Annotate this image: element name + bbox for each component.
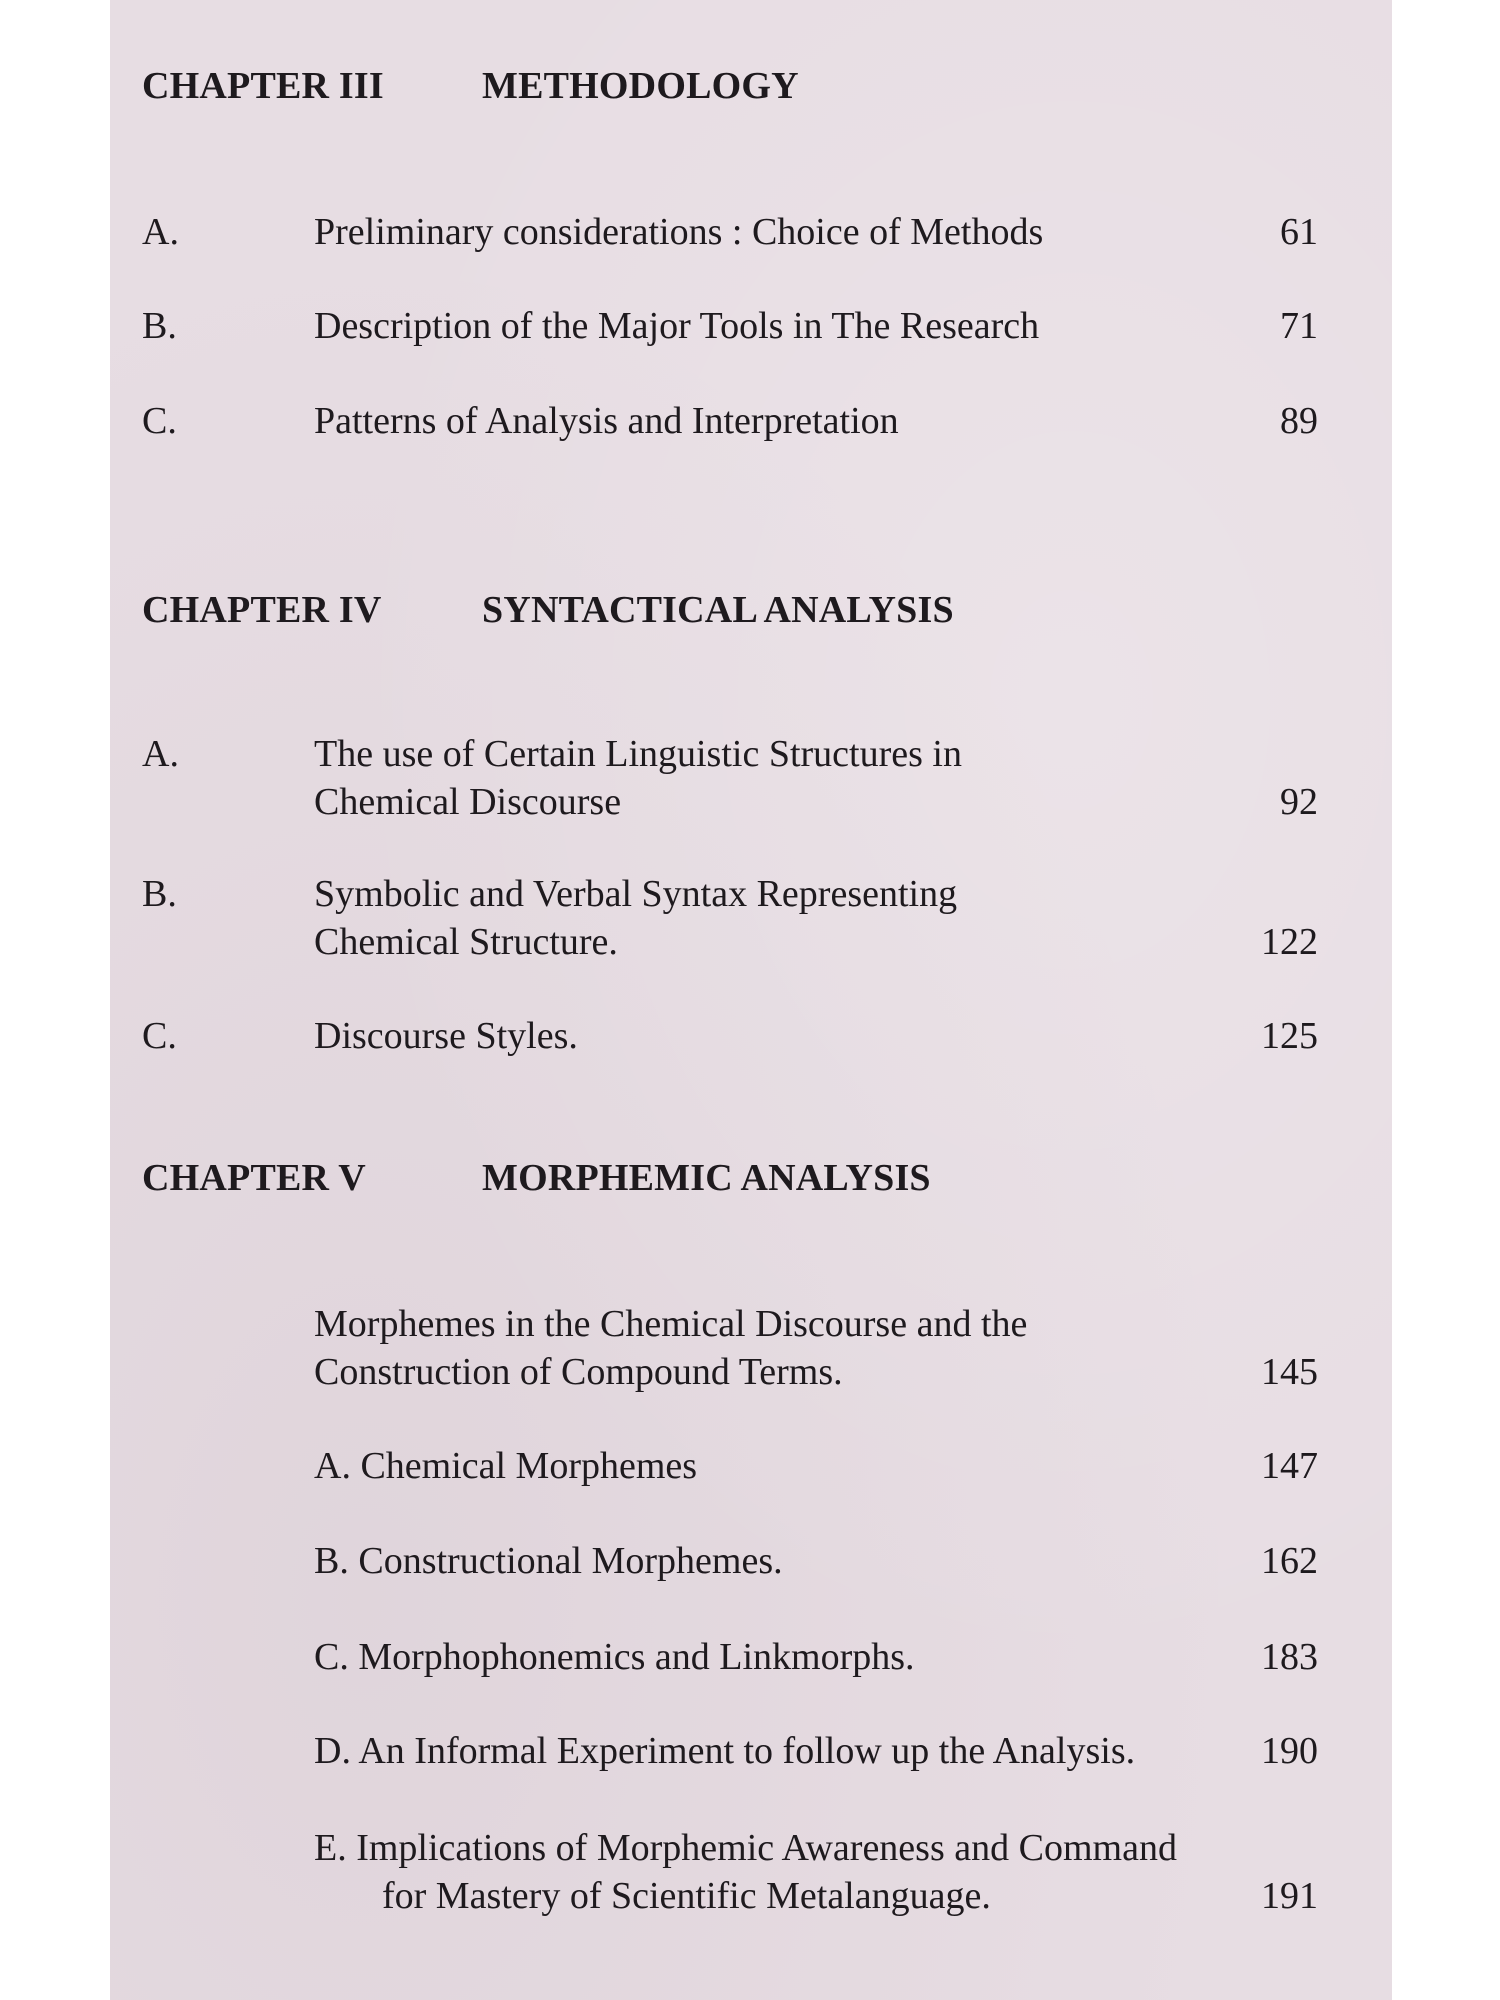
entry-page-number: 147 bbox=[1261, 1445, 1318, 1487]
entry-page-number: 89 bbox=[1280, 400, 1318, 442]
entry-page-number: 183 bbox=[1261, 1636, 1318, 1678]
chapter-number: CHAPTER IV bbox=[142, 589, 382, 631]
entry-page-number: 92 bbox=[1280, 781, 1318, 823]
chapter-number: CHAPTER V bbox=[142, 1157, 366, 1199]
entry-page-number: 190 bbox=[1261, 1730, 1318, 1772]
entry-page-number: 61 bbox=[1280, 211, 1318, 253]
entry-title-line-2: for Mastery of Scientific Metalanguage. bbox=[382, 1875, 991, 1917]
entry-title-line-1: The use of Certain Linguistic Structures in bbox=[314, 733, 962, 775]
entry-title: A. Chemical Morphemes bbox=[314, 1445, 698, 1487]
entry-title: C. Morphophonemics and Linkmorphs. bbox=[314, 1636, 915, 1678]
entry-letter: C. bbox=[142, 1015, 177, 1057]
entry-title: Patterns of Analysis and Interpretation bbox=[314, 400, 899, 442]
entry-letter: A. bbox=[142, 733, 179, 775]
toc-subentry bbox=[142, 1727, 1318, 1775]
entry-letter: B. bbox=[142, 873, 177, 915]
entry-title: D. An Informal Experiment to follow up the Analysis. bbox=[314, 1730, 1136, 1772]
toc-entry bbox=[142, 1300, 1318, 1396]
entry-title-line-2: Chemical Discourse bbox=[314, 781, 622, 823]
entry-title-line-1: Symbolic and Verbal Syntax Representing bbox=[314, 873, 958, 915]
toc-entry bbox=[142, 397, 1318, 445]
toc-entry bbox=[142, 208, 1318, 256]
chapter-number: CHAPTER III bbox=[142, 65, 384, 107]
entry-title: Preliminary considerations : Choice of Methods bbox=[314, 211, 1044, 253]
entry-page-number: 125 bbox=[1261, 1015, 1318, 1057]
toc-subentry bbox=[142, 1537, 1318, 1585]
toc-entry bbox=[142, 1012, 1318, 1060]
entry-page-number: 71 bbox=[1280, 305, 1318, 347]
toc-entry bbox=[142, 302, 1318, 350]
toc-subentry bbox=[142, 1824, 1318, 1920]
entry-page-number: 122 bbox=[1261, 921, 1318, 963]
toc-entry bbox=[142, 870, 1318, 966]
entry-title-line-2: Chemical Structure. bbox=[314, 921, 618, 963]
entry-letter: C. bbox=[142, 400, 177, 442]
chapter-title: METHODOLOGY bbox=[482, 65, 799, 107]
entry-letter: B. bbox=[142, 305, 177, 347]
entry-title-line-1: Morphemes in the Chemical Discourse and the bbox=[314, 1303, 1028, 1345]
entry-title: B. Constructional Morphemes. bbox=[314, 1540, 783, 1582]
toc-subentry bbox=[142, 1633, 1318, 1681]
entry-title: Description of the Major Tools in The Research bbox=[314, 305, 1040, 347]
chapter-title: MORPHEMIC ANALYSIS bbox=[482, 1157, 931, 1199]
entry-page-number: 145 bbox=[1261, 1351, 1318, 1393]
entry-letter: A. bbox=[142, 211, 179, 253]
entry-page-number: 162 bbox=[1261, 1540, 1318, 1582]
book-page bbox=[110, 0, 1392, 2000]
entry-title-line-1: E. Implications of Morphemic Awareness and Command bbox=[314, 1827, 1177, 1869]
entry-title-line-2: Construction of Compound Terms. bbox=[314, 1351, 843, 1393]
entry-page-number: 191 bbox=[1261, 1875, 1318, 1917]
chapter-title: SYNTACTICAL ANALYSIS bbox=[482, 589, 954, 631]
toc-entry bbox=[142, 730, 1318, 826]
toc-subentry bbox=[142, 1442, 1318, 1490]
entry-title: Discourse Styles. bbox=[314, 1015, 578, 1057]
